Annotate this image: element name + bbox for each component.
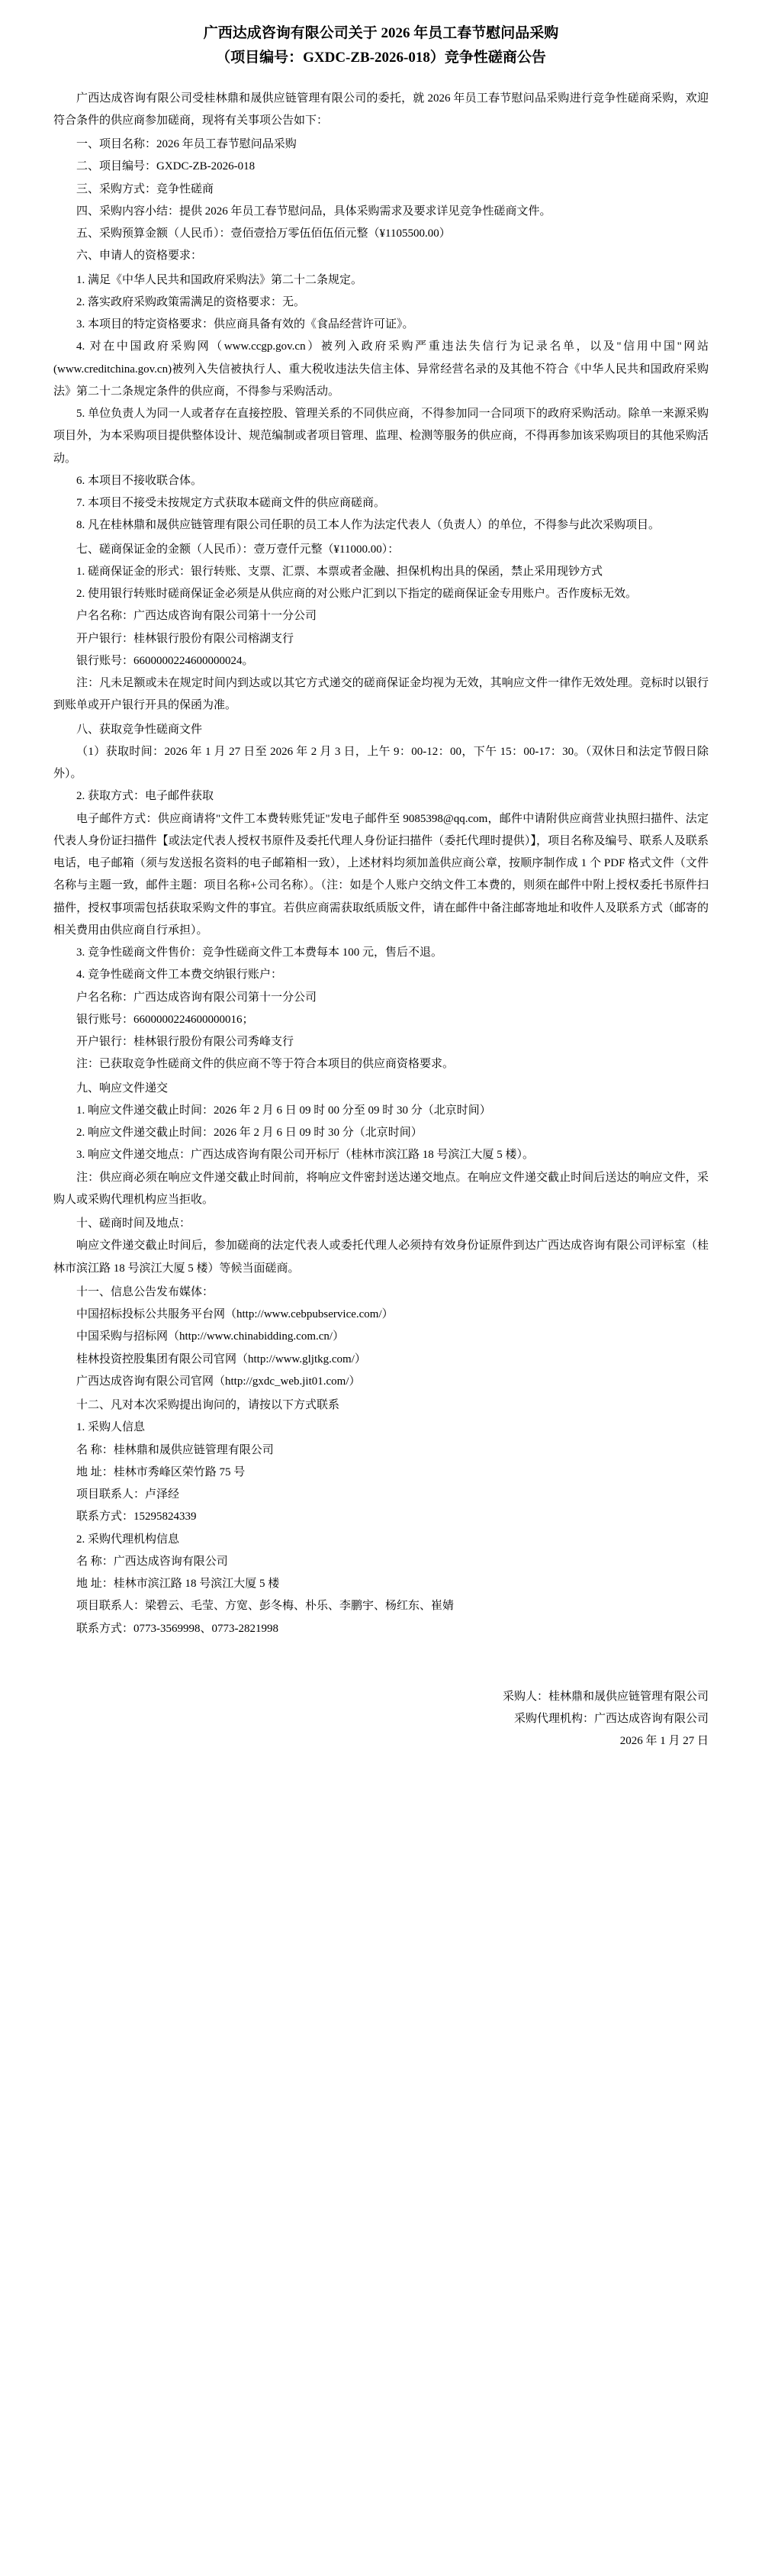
obtain-method: 2. 获取方式：电子邮件获取	[76, 790, 214, 803]
agent-heading: 2. 采购代理机构信息	[76, 1533, 180, 1546]
item-content: 四、采购内容小结：提供 2026 年员工春节慰问品，具体采购需求及要求详见竞争性磋商文件。	[76, 205, 551, 218]
agent-address: 地 址：桂林市滨江路 18 号滨江大厦 5 楼	[76, 1578, 280, 1591]
qual-item: 4. 对在中国政府采购网（www.ccgp.gov.cn）被列入政府采购严重违法失信行为记录名单，以及"信用中国"网站(www.creditchina.gov.cn)被列入失信被执行人、重大税收违法失信主体、异常经营名录的及其他不符合《中华人民共和国政府采购法》第二十二条规定条件的供应商，不得参与采购活动。	[53, 340, 709, 398]
section-obtain-documents	[53, 719, 709, 1076]
qual-item: 3. 本项目的特定资格要求：供应商具备有效的《食品经营许可证》。	[76, 318, 414, 331]
media-link[interactable]: 广西达成咨询有限公司官网（http://gxdc_web.jit01.com/）	[76, 1375, 361, 1388]
deposit-transfer: 2. 使用银行转账时磋商保证金必须是从供应商的对公账户汇到以下指定的磋商保证金专用账户。否作废标无效。	[76, 588, 638, 601]
footer-date: 2026 年 1 月 27 日	[619, 1735, 709, 1748]
intro-paragraph: 广西达成咨询有限公司受桂林鼎和晟供应链管理有限公司的委托，就 2026 年员工春节慰问品采购进行竞争性磋商采购，欢迎符合条件的供应商参加磋商，现将有关事项公告如下：	[53, 92, 709, 127]
negotiation-paragraph: 响应文件递交截止时间后，参加磋商的法定代表人或委托代理人必须持有效身份证原件到达广西达成咨询有限公司评标室（桂林市滨江路 18 号滨江大厦 5 楼）等候当面磋商。	[53, 1240, 709, 1275]
footer-agent: 采购代理机构：广西达成咨询有限公司	[513, 1713, 709, 1726]
document-footer	[53, 1686, 709, 1753]
title-line-2: （项目编号：GXDC-ZB-2026-018）竞争性磋商公告	[216, 50, 546, 66]
basic-items	[53, 134, 709, 268]
footer-buyer: 采购人：桂林鼎和晟供应链管理有限公司	[502, 1690, 709, 1703]
qual-item: 1. 满足《中华人民共和国政府采购法》第二十二条规定。	[76, 273, 363, 286]
buyer-name: 名 称：桂林鼎和晟供应链管理有限公司	[76, 1443, 274, 1456]
media-link[interactable]: 中国招标投标公共服务平台网（http://www.cebpubservice.com/）	[76, 1308, 394, 1321]
agent-phone: 联系方式：0773-3569998、0773-2821998	[76, 1622, 278, 1635]
deposit-note: 注：凡未足额或未在规定时间内到达或以其它方式递交的磋商保证金均视为无效，其响应文件一律作无效处理。竞标时以银行到账单或开户银行开具的保函为准。	[53, 677, 709, 712]
fee-account-note: 注：已获取竞争性磋商文件的供应商不等于符合本项目的供应商资格要求。	[76, 1058, 455, 1071]
title-line-1: 广西达成咨询有限公司关于 2026 年员工春节慰问品采购	[203, 25, 559, 41]
qual-item: 7. 本项目不接受未按规定方式获取本磋商文件的供应商磋商。	[76, 497, 386, 510]
agent-name: 名 称：广西达成咨询有限公司	[76, 1555, 228, 1568]
submission-note: 注：供应商必须在响应文件递交截止时间前，将响应文件密封送达递交地点。在响应文件递交截止时间后送达的响应文件，采购人或采购代理机构应当拒收。	[53, 1171, 709, 1206]
section-media	[53, 1282, 709, 1393]
qual-item: 5. 单位负责人为同一人或者存在直接控股、管理关系的不同供应商，不得参加同一合同项下的政府采购活动。除单一来源采购项目外，为本采购项目提供整体设计、规范编制或者项目管理、监理、检测等服务的供应商，不得再参加该采购项目的其他采购活动。	[53, 408, 709, 465]
document-price: 3. 竞争性磋商文件售价：竞争性磋商文件工本费每本 100 元，售后不退。	[76, 946, 443, 959]
section-12-title: 十二、凡对本次采购提出询问的，请按以下方式联系	[76, 1399, 340, 1412]
deposit-account-bank: 开户银行：桂林银行股份有限公司榕湖支行	[76, 632, 294, 645]
item-name: 一、项目名称：2026 年员工春节慰问品采购	[76, 138, 297, 151]
fee-account-name: 户名名称：广西达成咨询有限公司第十一分公司	[76, 991, 317, 1004]
section-11-title: 十一、信息公告发布媒体：	[76, 1285, 214, 1298]
qualification-list	[53, 269, 709, 537]
section-8-title: 八、获取竞争性磋商文件	[76, 723, 203, 736]
qual-item: 8. 凡在桂林鼎和晟供应链管理有限公司任职的员工本人作为法定代表人（负责人）的单位，不得参与此次采购项目。	[76, 519, 661, 532]
submission-location: 3. 响应文件递交地点：广西达成咨询有限公司开标厅（桂林市滨江路 18 号滨江大厦 5 楼）。	[76, 1149, 535, 1162]
section-7-title: 七、磋商保证金的金额（人民币）：壹万壹仟元整（¥11000.00）：	[76, 543, 400, 556]
item-qualification-heading: 六、申请人的资格要求：	[76, 250, 203, 263]
section-10-title: 十、磋商时间及地点：	[76, 1217, 191, 1230]
fee-account-bank: 开户银行：桂林银行股份有限公司秀峰支行	[76, 1036, 294, 1049]
item-method: 三、采购方式：竞争性磋商	[76, 182, 214, 195]
page-title	[53, 21, 709, 71]
submission-deadline-1: 1. 响应文件递交截止时间：2026 年 2 月 6 日 09 时 00 分至 09 时 30 分（北京时间）	[76, 1104, 491, 1117]
document-body	[53, 88, 709, 1640]
buyer-phone: 联系方式：15295824339	[76, 1510, 197, 1523]
obtain-email-paragraph: 电子邮件方式：供应商请将"文件工本费转账凭证"发电子邮件至 9085398@qq.com，邮件中请附供应商营业执照扫描件、法定代表人身份证扫描件【或法定代表人授权书原件及委托代理人身份证扫描件（委托代理时提供）】，项目名称及编号、联系人及联系电话，电子邮箱（须与发送报名资料的电子邮箱相一致），上述材料均须加盖供应商公章，按顺序制作成 1 个 PDF 格式文件（文件名称与主题一致，邮件主题：项目名称+公司名称）。（注：如是个人账户交纳文件工本费的，则须在邮件中附上授权委托书原件扫描件，授权事项需包括获取采购文件的事宜。若供应商需获取纸质版文件，请在邮件中备注邮寄地址和收件人及联系方式（邮寄的相关费用由供应商自行承担）。	[53, 812, 709, 937]
media-link[interactable]: 中国采购与招标网（http://www.chinabidding.com.cn/）	[76, 1330, 345, 1343]
submission-deadline-2: 2. 响应文件递交截止时间：2026 年 2 月 6 日 09 时 30 分（北京时间）	[76, 1127, 423, 1140]
fee-account-number: 银行账号：6600000224600000016；	[76, 1013, 254, 1026]
document-fee-account-heading: 4. 竞争性磋商文件工本费交纳银行账户：	[76, 969, 283, 982]
item-number: 二、项目编号：GXDC-ZB-2026-018	[76, 160, 256, 173]
item-budget: 五、采购预算金额（人民币）：壹佰壹拾万零伍佰伍佰元整（¥1105500.00）	[76, 227, 451, 240]
qual-item: 6. 本项目不接收联合体。	[76, 474, 203, 487]
deposit-account-name: 户名名称：广西达成咨询有限公司第十一分公司	[76, 610, 317, 623]
media-link[interactable]: 桂林投资控股集团有限公司官网（http://www.gljtkg.com/）	[76, 1352, 366, 1365]
obtain-time: （1）获取时间：2026 年 1 月 27 日至 2026 年 2 月 3 日，上午 9：00-12：00，下午 15：00-17：30。（双休日和法定节假日除外）。	[53, 745, 709, 781]
buyer-contact-person: 项目联系人：卢泽经	[76, 1488, 180, 1501]
section-negotiation	[53, 1213, 709, 1280]
qual-item: 2. 落实政府采购政策需满足的资格要求：无。	[76, 295, 306, 308]
buyer-address: 地 址：桂林市秀峰区荣竹路 75 号	[76, 1465, 246, 1478]
section-deposit	[53, 539, 709, 717]
buyer-heading: 1. 采购人信息	[76, 1421, 146, 1434]
section-submission	[53, 1078, 709, 1212]
deposit-form: 1. 磋商保证金的形式：银行转账、支票、汇票、本票或者金融、担保机构出具的保函，禁止采用现钞方式	[76, 565, 603, 578]
section-contacts	[53, 1394, 709, 1640]
deposit-account-number: 银行账号：6600000224600000024。	[76, 654, 254, 667]
agent-contact-person: 项目联系人：梁碧云、毛莹、方宽、彭冬梅、朴乐、李鹏宇、杨红东、崔婧	[76, 1600, 455, 1613]
section-9-title: 九、响应文件递交	[76, 1082, 169, 1095]
